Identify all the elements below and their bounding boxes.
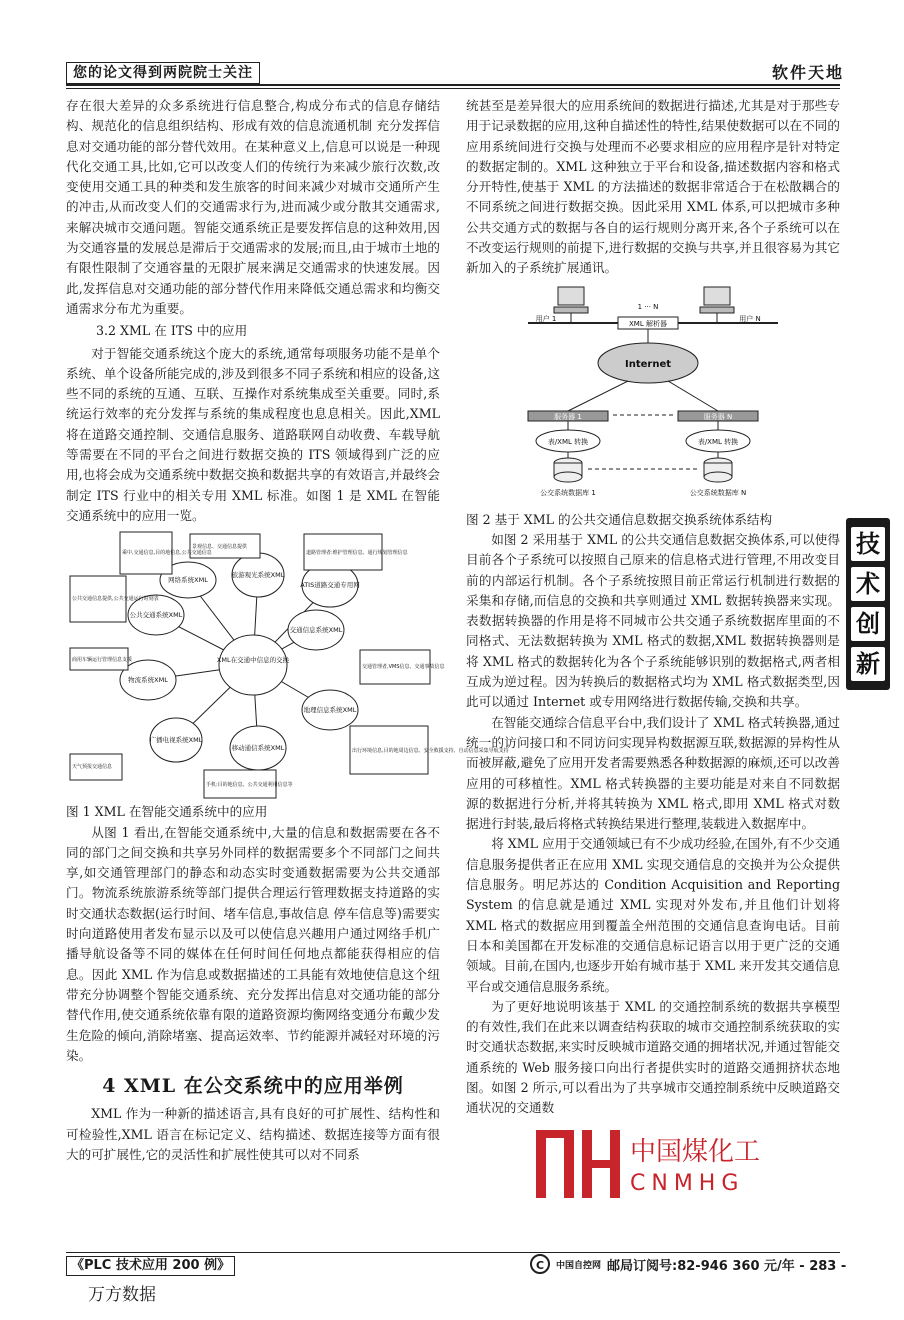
fig2-label: 表/XML 转换 <box>697 437 739 446</box>
fig1-node: 地理信息系统XML <box>303 706 357 715</box>
source-label: 万方数据 <box>88 1285 156 1305</box>
fig1-node: 广播电视系统XML <box>149 736 203 745</box>
fig1-node: 物流系统XML <box>128 676 168 685</box>
fig1-node: 公共交通系统XML <box>129 611 183 620</box>
paragraph: 在智能交通综合信息平台中,我们设计了 XML 格式转换器,通过统一的访问接口和不同访问实现异构数据源互联,数据源的异构性从而被屏蔽,避免了应用开发者需要熟悉各种数据源的麻烦,还可以改善应用的可移植性。XML 格式转换器的主要功能是对来自不同数据源的数据进行分析,并将其转换为 XML 格式,即用 XML 格式对数据进行封装,最后将格式转换结果进行整理,装载进入数据库中。 <box>466 714 840 832</box>
logo-icon: C <box>530 1254 550 1274</box>
sidebar-char: 创 <box>851 607 885 641</box>
figure-1-caption: 图 1 XML 在智能交通系统中的应用 <box>66 804 268 820</box>
footer-rule <box>66 1252 840 1253</box>
right-column <box>466 96 840 1119</box>
sidebar-char: 术 <box>851 567 885 601</box>
figure-1-diagram <box>68 530 509 800</box>
header-rule <box>66 84 840 86</box>
paragraph: XML 作为一种新的描述语言,具有良好的可扩展性、结构性和可检验性,XML 语言在标记定义、结构描述、数据连接等方面有很大的可扩展性,它的灵活性和扩展性使其可以对不同系 <box>66 1106 440 1162</box>
header-rule-thin <box>66 88 840 89</box>
paragraph: 如图 2 采用基于 XML 的公共交通信息数据交换体系,可以使得目前各个子系统可以按照自己原来的信息格式进行管理,不用改变目前的内部运行机制。各个子系统按照目前正常运行机制进行数据的采集和存储,而信息的交换和共享则通过 XML 数据转换器来实现。表数据转换器的作用是将不同城市公共交通子系统数据库里面的不同格式、无法数据转换为 XML 格式的数据,XML 数据转换器则是将 XML 格式的数据转化为各个子系统能够识别的数据格式,两者相互成为逆过程。因为转换后的数据格式均为 XML 格式数据类型,因此可以通过 Internet 或专用网络进行数据传输,交换和共享。 <box>466 531 840 710</box>
fig2-label: XML 解析器 <box>629 319 667 328</box>
fig1-note: 道路管理者:维护管理信息、通行规划管理信息 <box>306 550 408 557</box>
section-heading: 3.2 XML 在 ITS 中的应用 <box>96 323 248 339</box>
fig1-note: 手机:目的地信息、公共交通利用信息等 <box>206 782 293 789</box>
fig1-note: 商用车辆运行管理信息支援 <box>72 657 133 664</box>
watermark-title: 中国煤化工 <box>630 1137 761 1167</box>
fig2-label: 用户 N <box>739 314 761 323</box>
fig1-note: 公共交通信息提供,公共交通运行时刻表 <box>72 596 159 603</box>
figure-2-diagram <box>488 283 818 508</box>
fig2-label: 服务器 N <box>703 412 733 421</box>
fig2-label: 表/XML 转换 <box>547 437 589 446</box>
watermark-subtitle: CNMHG <box>630 1171 745 1196</box>
fig1-note: 交通管理者,VMS信息、交通事故信息 <box>362 664 445 671</box>
sidebar-char: 技 <box>851 527 885 561</box>
section-heading: 4 XML 在公交系统中的应用举例 <box>102 1075 404 1098</box>
fig1-node: 移动通信系统XML <box>231 744 285 753</box>
fig1-note: 乘中,交通信息,目的地信息,公共交通信息 <box>122 550 212 557</box>
fig2-label: 1 ··· N <box>637 302 659 311</box>
fig1-node: 交通信息系统XML <box>289 626 343 635</box>
fig1-node: 网络系统XML <box>168 576 208 585</box>
paragraph: 对于智能交通系统这个庞大的系统,通常每项服务功能不是单个系统、单个设备所能完成的,涉及到很多不同子系统和相应的设备,这些不同的系统的互通、互联、互操作对系统集成至关重要。同时,系统运行效率的充分发挥与系统的集成程度也息息相关。因此,XML 将在道路交通控制、交通信息服务、道路联网自动收费、车载导航等需要在不同的平台之间进行数据交换的 ITS 领域得到广泛的应用,也将会成为交通系统中数据交换和数据共享的有效语言,并最终会制定 ITS 行业中的相关专用 XML 标准。如图 1 是 XML 在智能交通系统中的应用一览。 <box>66 345 440 523</box>
section-title: 软件天地 <box>771 63 844 82</box>
subscription-text: 邮局订阅号:82-946 360 元/年 - 283 - <box>607 1258 847 1274</box>
figure-2-caption: 图 2 基于 XML 的公共交通信息数据交换系统体系结构 <box>466 511 773 527</box>
footer-ad: 《PLC 技术应用 200 例》 <box>66 1256 235 1276</box>
paragraph: 为了更好地说明该基于 XML 的交通控制系统的数据共享模型的有效性,我们在此来以调查结构获取的城市交通控制系统获取的实时交通状态数据,来实时反映城市道路交通的拥堵状况,并通过智能交通系统的 Web 服务接口向出行者提供实时的道路交通拥挤状态地图。如图 2 所示,可以看出为了共享城市交通控制系统中反映道路交通状况的交通数 <box>466 998 840 1116</box>
left-column <box>66 96 509 1165</box>
journal-slogan: 您的论文得到两院院士关注 <box>66 62 260 84</box>
footer-subscription <box>530 1254 850 1274</box>
paragraph: 从图 1 看出,在智能交通系统中,大量的信息和数据需要在各不同的部门之间交换和共享另外同样的数据需要多个不同部门之间共享,如交通管理部门的静态和动态实时变通数据需要为公共交通部门。物流系统旅游系统等部门提供合理运行管理数据支持道路的实时交通状态数据(运行时间、堵车信息,事故信息 停车信息等)需要实时向道路使用者发布显示以及可以使信息兴趣用户通过网络手机广播导航设备等不同的媒体在任何时间任何地点都能获得相应的信息。因此 XML 作为信息或数据描述的工具能有效地使信息这个纽带充分协调整个智能交通系统、充分发挥出信息对交通功能的部分替代作用,使交通系统依靠有限的道路资源均衡网络变通分布戴少发生危险的倾向,消除堵塞、提高运效率、节约能源并减轻对环境的污染。 <box>66 824 440 1063</box>
section-sidebar-tab <box>846 518 890 690</box>
fig2-label: Internet <box>624 358 672 370</box>
fig2-label: 服务器 1 <box>554 412 582 421</box>
watermark-logo <box>530 1126 840 1202</box>
fig1-note: 出行环境信息,目的地周边信息、安全救援支持、自动信息采集导航支持 <box>352 748 509 755</box>
fig1-note: 景观信息、交通信息提供 <box>192 544 248 551</box>
paragraph: 统甚至是差异很大的应用系统间的数据进行描述,尤其是对于那些专用于记录数据的应用,这种自描述性的特性,结果使数据可以在不同的应用系统间进行交换与处理而不必要求相应的应用程序是针对特定的数据定制的。XML 这种独立于平台和设备,描述数据内容和格式分开特性,使基于 XML 的方法描述的数据非常适合于在松散耦合的不同系统之间进行数据交换。因此采用 XML 体系,可以把城市多种公共交通方式的数据与各自的运行规则分离开来,各个子系统可以在不改变运行规则的前提下,进行数据的交换与共享,并且很容易为其它新加入的子系统扩展通讯。 <box>466 98 840 276</box>
fig2-label: 公交系统数据库 N <box>689 488 747 497</box>
fig1-node: ATIS道路交通专用网 <box>300 581 360 590</box>
fig1-note: 天气预报交通信息 <box>72 764 113 771</box>
logo-text: 中国自控网 <box>556 1260 602 1271</box>
fig2-label: 用户 1 <box>535 314 557 323</box>
paragraph: 存在很大差异的众多系统进行信息整合,构成分布式的信息存储结构、规范化的信息组织结构、形成有效的信息流通机制 充分发挥信息对交通功能的部分替代效用。在某种意义上,信息可以说是一种现代化交通工具,比如,它可以改变人们的传统行为来减少旅行次数,改变使用交通工具的种类和发生旅客的时间来减少对城市交通所产生的冲击,从而改变人们的交通需求行为,进而减少或分散其交通需求,来解决城市交通问题。智能交通系统正是要发挥信息的这种效用,因为交通容量的发展总是滞后于交通需求的发展;而且,由于城市土地的有限性限制了交通容量的无限扩展来满足交通需求的快速发展。因此,发挥信息对交通功能的部分替代作用来降低交通总需求和均衡交通需求分布尤为重要。 <box>66 98 440 316</box>
paragraph: 将 XML 应用于交通领域已有不少成功经验,在国外,有不少交通信息服务提供者正在应用 XML 实现交通信息的交换并为公众提供信息服务。明尼苏达的 Condition Acquisition and Reporting System 的信息就是通过 XML 实现对外发布,并且他们计划将 XML 格式的数据应用到覆盖全州范围的交通信息查询电话。目前日本和美国都在开发标准的交通信息标记语言以用于更广泛的交通领域。目前,在国内,也逐步开始有城市基于 XML 来开发其交通信息平台或交通信息服务系统。 <box>466 836 840 994</box>
fig1-center: XML在交通中信息的交换 <box>216 656 290 665</box>
sidebar-char: 新 <box>851 647 885 681</box>
fig2-label: 公交系统数据库 1 <box>540 488 596 497</box>
fig1-node: 旅游观光系统XML <box>231 571 285 580</box>
